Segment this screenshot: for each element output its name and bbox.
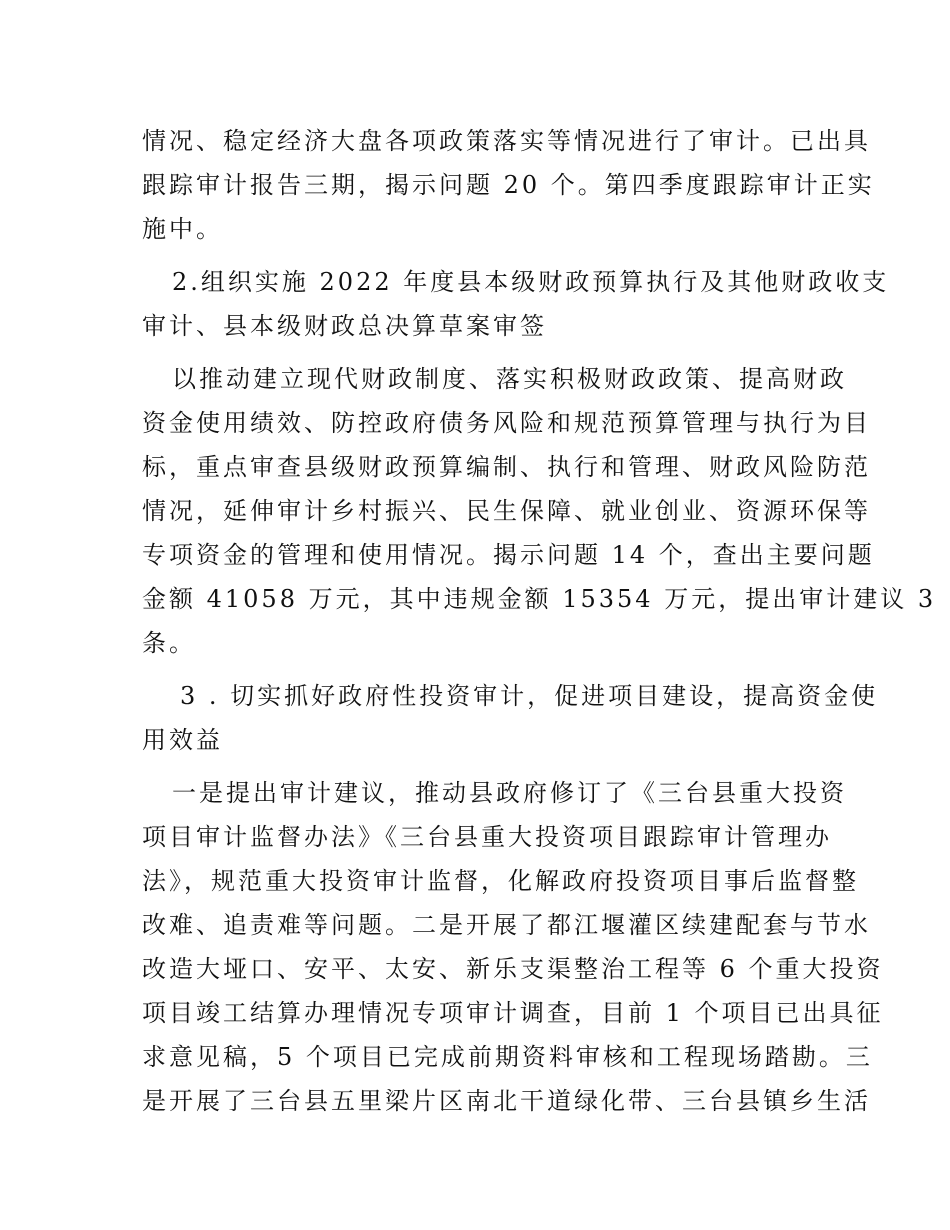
text-line: 跟踪审计报告三期，揭示问题 20 个。第四季度跟踪审计正实 [142, 171, 875, 199]
text-line: 资金使用绩效、防控政府债务风险和规范预算管理与执行为目 [142, 409, 871, 437]
text-line: 专项资金的管理和使用情况。揭示问题 14 个，查出主要问题 [142, 541, 875, 569]
text-line: 条。 [142, 629, 196, 657]
text-line: 以推动建立现代财政制度、落实积极财政政策、提高财政 [172, 365, 847, 393]
section-heading-3 [142, 674, 879, 762]
text-line: 改造大垭口、安平、太安、新乐支渠整治工程等 6 个重大投资 [142, 955, 884, 983]
section-heading-2 [142, 260, 890, 348]
text-line: 改难、追责难等问题。二是开展了都江堰灌区续建配套与节水 [142, 911, 871, 939]
text-line: 施中。 [142, 215, 223, 243]
text-line: 项目审计监督办法》《三台县重大投资项目跟踪审计管理办 [142, 823, 832, 851]
heading-line: 3 . 切实抓好政府性投资审计，促进项目建设，提高资金使 [180, 682, 879, 710]
heading-line: 2.组织实施 2022 年度县本级财政预算执行及其他财政收支 [172, 268, 890, 296]
text-line: 情况、稳定经济大盘各项政策落实等情况进行了审计。已出具 [142, 127, 871, 155]
heading-line: 用效益 [142, 726, 223, 754]
document-body [142, 119, 937, 1123]
paragraph-body-3 [142, 771, 884, 1123]
text-line: 情况，延伸审计乡村振兴、民生保障、就业创业、资源环保等 [142, 497, 871, 525]
paragraph-intro-continuation [142, 119, 875, 251]
text-line: 项目竣工结算办理情况专项审计调查，目前 1 个项目已出具征 [142, 999, 884, 1027]
text-line: 求意见稿，5 个项目已完成前期资料审核和工程现场踏勘。三 [142, 1043, 873, 1071]
text-line: 标，重点审查县级财政预算编制、执行和管理、财政风险防范 [142, 453, 871, 481]
text-line: 金额 41058 万元，其中违规金额 15354 万元，提出审计建议 3 [142, 585, 937, 613]
paragraph-body-2 [142, 357, 937, 665]
text-line: 一是提出审计建议，推动县政府修订了《三台县重大投资 [172, 779, 847, 807]
text-line: 是开展了三台县五里梁片区南北干道绿化带、三台县镇乡生活 [142, 1087, 871, 1115]
heading-line: 审计、县本级财政总决算草案审签 [142, 312, 547, 340]
text-line: 法》，规范重大投资审计监督，化解政府投资项目事后监督整 [142, 867, 859, 895]
